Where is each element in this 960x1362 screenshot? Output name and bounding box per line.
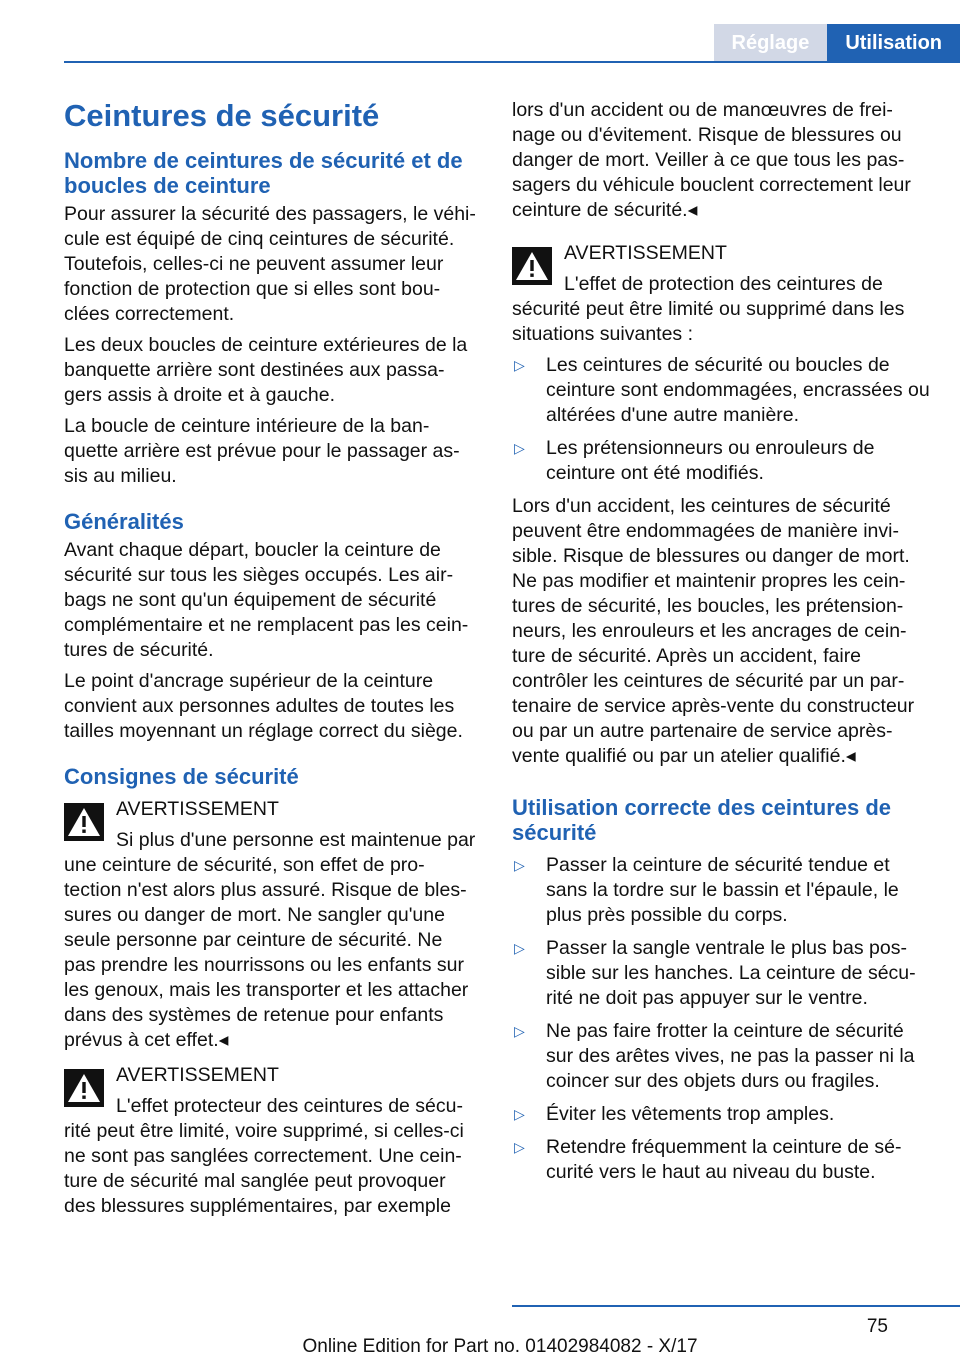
footer-rule [512, 1305, 960, 1307]
list-item-text: Les ceintures de sécurité ou boucles de ceinture sont endommagées, encrassées ou altérées d'une autre manière. [546, 354, 930, 426]
list-item-text: Les prétensionneurs ou enrouleurs de ceinture ont été modifiés. [546, 437, 875, 484]
tab-utilisation[interactable]: Utilisation [827, 24, 960, 62]
list-item [512, 853, 932, 928]
paragraph: La boucle de ceinture intérieure de la ban‐quette arrière est prévue pour le passager as‐sis au milieu. [64, 415, 460, 487]
list-item [512, 1102, 932, 1127]
warning-title: AVERTISSEMENT [116, 1064, 279, 1086]
page-number: 75 [866, 1316, 888, 1337]
list-item-text: Passer la ceinture de sécurité tendue et sans la tordre sur le bassin et l'épaule, le plus près possible du corps. [546, 854, 899, 926]
right-column [512, 98, 932, 1193]
list-item-text: Éviter les vêtements trop amples. [546, 1103, 835, 1125]
list-item-text: Retendre fréquemment la ceinture de sé‐curité vers le haut au niveau du buste. [546, 1136, 902, 1183]
triangle-right-bullet-icon: ▷ [514, 1023, 525, 1039]
triangle-right-bullet-icon: ▷ [514, 1139, 525, 1155]
list-item [512, 1135, 932, 1185]
warning-text: Si plus d'une personne est maintenue par une ceinture de sécurité, son effet de pro‐tection n'est alors plus assuré. Risque de bles‐sures ou danger de mort. Ne sangler qu'une seule personne par ceinture de sécurité. Ne pas prendre les nourrissons ou les enfants sur les genoux, mais les transporter et les attacher dans des systèmes de retenue pour enfants prévus à cet effet.◂ [64, 829, 476, 1051]
paragraph: Les deux boucles de ceinture extérieures de la banquette arrière sont destinées aux passa‐gers assis à droite et à gauche. [64, 334, 468, 406]
edition-footer: Online Edition for Part no. 01402984082 - X/17 [302, 1336, 698, 1357]
warning-block [64, 797, 476, 1053]
left-column [64, 98, 476, 1229]
warning-text: Lors d'un accident, les ceintures de sécurité peuvent être endommagées de manière invi‐sible. Risque de blessures ou danger de mort. Ne pas modifier et maintenir propres les cein‐tures de sécurité, les boucles, les prétension‐neurs, les enrouleurs et les ancrages de cein‐ture de sécurité. Après un accident, faire contrôler les ceintures de sécurité par un par‐tenaire de service après-vente du constructeur ou par un autre partenaire de service après-vente qualifié ou par un atelier qualifié.◂ [512, 495, 915, 767]
warning-triangle-icon [64, 803, 104, 841]
warning-block [512, 241, 932, 769]
section-heading-nombre: Nombre de ceintures de sécurité et de boucles de ceinture [64, 148, 463, 198]
triangle-right-bullet-icon: ▷ [514, 940, 525, 956]
list-item [512, 353, 932, 428]
triangle-right-bullet-icon: ▷ [514, 1106, 525, 1122]
warning-title: AVERTISSEMENT [564, 242, 727, 264]
warning-text: L'effet de protection des ceintures de sécurité peut être limité ou supprimé dans les situations suivantes : [512, 273, 905, 345]
header-rule [64, 61, 960, 63]
section-heading-consignes: Consignes de sécurité [64, 764, 299, 789]
warning-triangle-icon [512, 247, 552, 285]
warning-block [64, 1063, 476, 1219]
list-item [512, 1019, 932, 1094]
section-heading-generalites: Généralités [64, 509, 184, 534]
list-item [512, 936, 932, 1011]
list-item-text: Ne pas faire frotter la ceinture de sécurité sur des arêtes vives, ne pas la passer ni la coincer sur des objets durs ou fragiles. [546, 1020, 915, 1092]
warning-title: AVERTISSEMENT [116, 798, 279, 820]
triangle-right-bullet-icon: ▷ [514, 857, 525, 873]
paragraph: Pour assurer la sécurité des passagers, le véhi‐cule est équipé de cinq ceintures de sécurité. Toutefois, celles-ci ne peuvent assumer leur fonction de protection que si elles sont bou‐clées correctement. [64, 203, 476, 325]
list-item [512, 436, 932, 486]
list-item-text: Passer la sangle ventrale le plus bas pos‐sible sur les hanches. La ceinture de sécu‐rité ne doit pas appuyer sur le ventre. [546, 937, 916, 1009]
section-heading-utilisation: Utilisation correcte des ceintures de sécurité [512, 795, 892, 845]
triangle-right-bullet-icon: ▷ [514, 357, 525, 373]
paragraph: Le point d'ancrage supérieur de la ceinture convient aux personnes adultes de toutes les tailles moyennant un réglage correct du siège. [64, 670, 463, 742]
header-tabs [714, 24, 960, 62]
warning-bullet-list [512, 353, 932, 486]
tab-reglage[interactable]: Réglage [714, 24, 828, 62]
triangle-right-bullet-icon: ▷ [514, 440, 525, 456]
warning-triangle-icon [64, 1069, 104, 1107]
paragraph-continued: lors d'un accident ou de manœuvres de frei‐nage ou d'évitement. Risque de blessures ou danger de mort. Veiller à ce que tous les pas‐sagers du véhicule bouclent correctement leur ceinture de sécurité.◂ [512, 99, 911, 221]
usage-bullet-list [512, 853, 932, 1185]
warning-text: L'effet protecteur des ceintures de sécu‐rité peut être limité, voire supprimé, si celles-ci ne sont pas sanglées correctement. Une cein‐ture de sécurité mal sanglée peut provoquer des blessures supplémentaires, par exemple [64, 1095, 464, 1217]
page-title: Ceintures de sécurité [64, 98, 380, 133]
paragraph: Avant chaque départ, boucler la ceinture de sécurité sur tous les sièges occupés. Les air‐bags ne sont qu'un équipement de sécurité complémentaire et ne remplacent pas les cein‐tures de sécurité. [64, 539, 469, 661]
